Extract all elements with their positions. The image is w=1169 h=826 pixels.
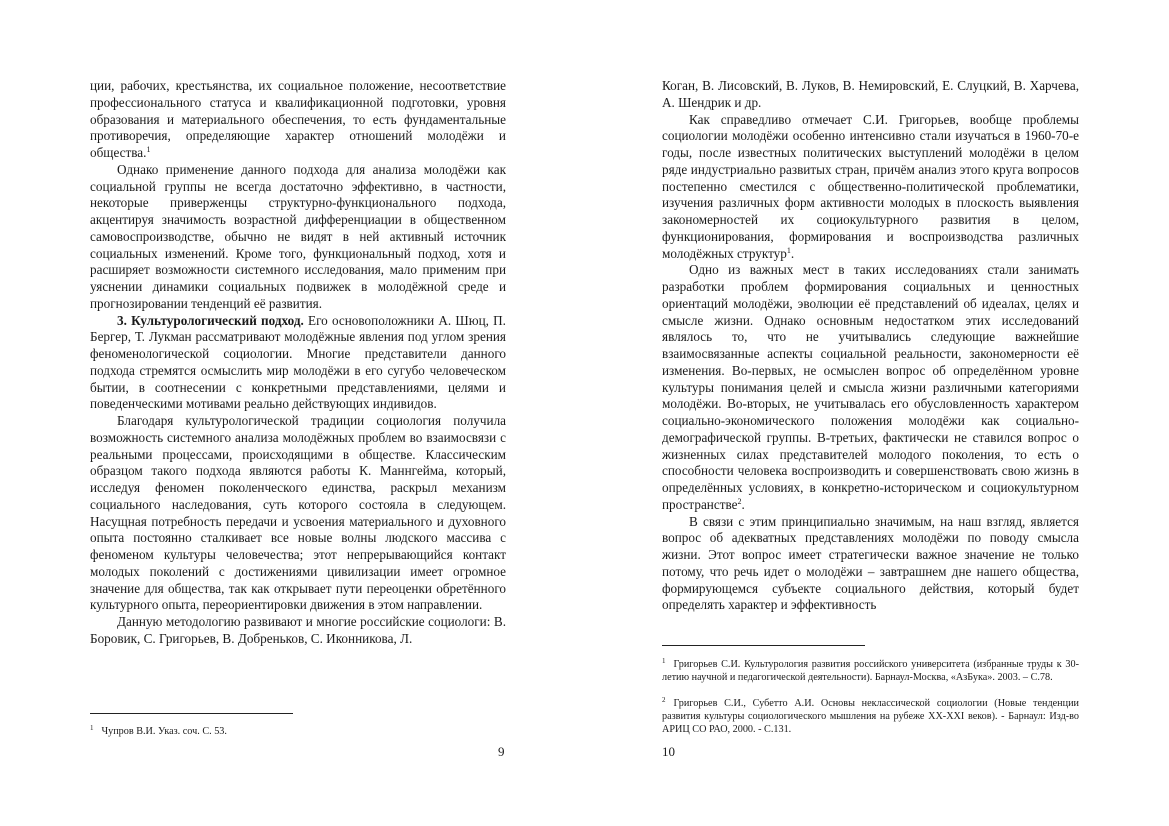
footnote: $^2$ Григорьев С.И., Субетто А.И. Основы неклассической социологии (Новые тенденции развития культуры социологического мышления на рубеже XX-XXI веков). - Барнаул: Изд-во АРИЦ СО РАО, 2000. - С.131. (662, 696, 1079, 735)
footnote-divider (90, 713, 293, 714)
left-page-text (90, 78, 506, 648)
footnote-ref: 2 (737, 496, 742, 506)
paragraph: Как справедливо отмечает С.И. Григорьев, вообще проблемы социологии молодёжи особенно интенсивно стали изучаться в 1960-70-е годы, после известных политических выступлений молодёжи в целом ряде индустриально развитых стран, причём анализ этого круга вопросов постепенно сместился с общественно-политической проблематики, изучения различных форм активности молодых в плоскость выявления закономерностей их социокультурного развития в целом, функционирования, формирования и воспроизводства различных молодёжных структур$^1$. (662, 111, 1079, 261)
paragraph: Коган, В. Лисовский, В. Луков, В. Немировский, Е. Слуцкий, В. Харчева, А. Шендрик и др. (662, 78, 1079, 110)
section-heading: 3. Культурологический подход. (117, 312, 304, 328)
footnote-mark: 2 (662, 696, 666, 704)
paragraph: Данную методологию развивают и многие российские социологи: В. Боровик, С. Григорьев, В. Добреньков, С. Иконникова, Л. (90, 614, 506, 646)
footnote-divider (662, 645, 865, 646)
paragraph: 3. Культурологический подход. Его основоположники А. Шюц, П. Бергер, Т. Лукман рассматривают молодёжные явления под углом зрения феноменологической социологии. Многие представители данного подхода стремятся осмыслить мир молодёжи в его сугубо человеческом бытии, в соотнесении с конкретными представлениями, целями и поведенческими мотивами реально действующих индивидов. (90, 312, 506, 412)
page-number-left: 9 (498, 744, 505, 759)
footnote-mark: 1 (662, 657, 666, 665)
footnote-ref: 1 (786, 245, 791, 255)
footnote: $^1$ Григорьев С.И. Культурология развития российского университета (избранные труды к 30-летию научной и педагогической деятельности). Барнаул-Москва, «АзБука». 2003. – С.78. (662, 657, 1079, 683)
footnote-mark: 1 (90, 724, 94, 732)
paragraph: Благодаря культурологической традиции социология получила возможность системного анализа молодёжных проблем во взаимосвязи с реальными процессами, происходящими в обществе. Классическим образцом такого подхода являются работы К. Маннгейма, который, исследуя феномен поколенческого единства, раскрыл механизм социального наследования, суть которого состояла в следующем. Насущная потребность передачи и усвоения материального и духовного опыта постоянно сталкивает все новые волны людского массива с феноменом культуры человечества; этот непрерывающийся контакт молодых поколений с достижениями цивилизации имеет огромное значение для общества, так как открывает пути переоценки обретённого культурного опыта, переориентировки движения в этом направлении. (90, 413, 506, 613)
paragraph: Одно из важных мест в таких исследованиях стали занимать разработки проблем формирования социальных и ценностных ориентаций молодёжи, эволюции её представлений об идеалах, целях и смысле жизни. Однако основным недостатком этих исследований являлось то, что не учитывались следующие важнейшие взаимосвязанные аспекты социальной реальности, закономерности её изменения. Во-первых, не осмыслен вопрос об определённом уровне культуры понимания целей и смысла жизни различными категориями молодёжи. Во-вторых, не учитывалась его обусловленность характером социально-экономического положения молодёжи как социально-демографической группы. В-третьих, фактически не ставился вопрос о жизненных силах представителей молодого поколения, то есть о способности человека воспроизводить и совершенствовать свою жизнь в определённых условиях, в конкретно-историческом и социокультурном пространстве$^2$. (662, 262, 1079, 512)
paragraph: ции, рабочих, крестьянства, их социальное положение, несоответствие профессионального статуса и квалификационной подготовки, уровня образования и материального обеспечения, то есть фундаментальные противоречия, определяющие характер отношений молодёжи и общества.$^1$ (90, 78, 506, 160)
footnote-ref: 1 (146, 145, 151, 154)
paragraph: Однако применение данного подхода для анализа молодёжи как социальной группы не всегда достаточно эффективно, в частности, некоторые приверженцы структурно-функционального подхода, акцентируя значимость возрастной дифференциации в общественном самовоспроизводстве, обычно не видят в ней активный источник социальных изменений. Кроме того, функциональный подход, хотя и расширяет возможности системного исследования, мало применим при уяснении динамики социальных подвижек в молодёжной среде и прогнозировании тенденций её развития. (90, 161, 506, 311)
right-page-text (662, 78, 1079, 614)
paragraph: В связи с этим принципиально значимым, на наш взгляд, является вопрос об адекватных представлениях молодёжи по поводу смысла жизни. Этот вопрос имеет стратегически важное значение не только потому, что речь идет о молодёжи – завтрашнем дне нашего общества, формирующемся субъекте социального действия, который будет определять характер и эффективность (662, 513, 1079, 613)
footnote: $^1$ Чупров В.И. Указ. соч. С. 53. (90, 724, 227, 737)
page-number-right: 10 (662, 744, 675, 759)
